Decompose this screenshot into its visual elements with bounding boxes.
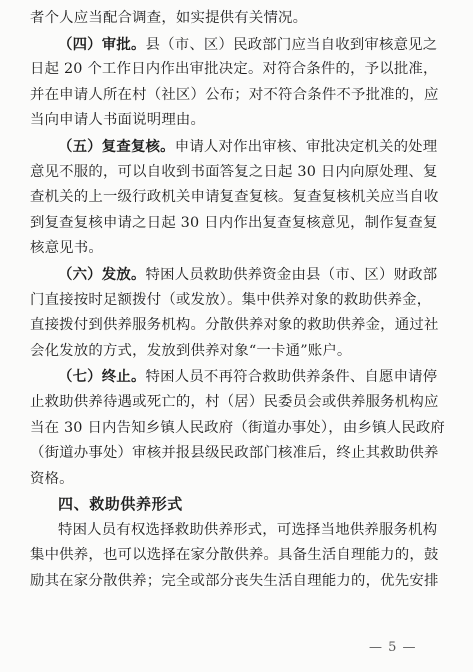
text-line: 门直接按时足额拨付（或发放）。集中供养对象的救助供养金， (30, 291, 432, 308)
text-line: 日起 20 个工作日内作出审批决定。对符合条件的，予以批准， (30, 61, 438, 78)
text-line: 查机关的上一级行政机关申请复查复核。复查复核机关应当自收 (30, 189, 439, 206)
text-line: 集中供养，也可以选择在家分散供养。具备生活自理能力的，鼓 (30, 547, 439, 564)
text-line: （街道办事处）审核并报县级民政部门核准后，终止其救助供养 (30, 445, 439, 462)
text-line: 当在 30 日内告知乡镇人民政府（街道办事处），由乡镇人民政府 (30, 419, 446, 436)
text-line: 励其在家分散供养；完全或部分丧失生活自理能力的，优先安排 (30, 573, 439, 590)
text-line: 特困人员有权选择救助供养形式，可选择当地供养服务机构 (58, 521, 438, 538)
text-line: 止救助供养待遇或死亡的，村（居）民委员会或供养服务机构应 (30, 393, 439, 410)
text-run: 特困人员不再符合救助供养条件、自愿申请停 (145, 369, 438, 386)
text-run: 特困人员救助供养资金由县（市、区）财政部 (145, 266, 438, 283)
paragraph-label: （四）审批。 (58, 35, 146, 53)
document-body (30, 6, 450, 595)
text-line: 会化发放的方式，发放到供养对象“一卡通”账户。 (30, 342, 352, 359)
paragraph-label: （六）发放。 (58, 265, 146, 283)
text-line: 并在申请人所在村（社区）公布；对不符合条件不予批准的，应 (30, 86, 439, 103)
section-heading: 四、救助供养形式 (58, 495, 183, 514)
paragraph-review (30, 134, 450, 160)
page-number: — 5 — (369, 640, 417, 655)
text-line: 者个人应当配合调查，如实提供有关情况。 (30, 10, 308, 26)
paragraph-label: （五）复查复核。 (58, 137, 175, 155)
text-line: 到复查复核申请之日起 30 日内作出复查复核意见，制作复查复 (30, 214, 438, 231)
text-line: 当向申请人书面说明理由。 (30, 112, 206, 129)
text-line: 核意见书。 (30, 240, 103, 257)
paragraph-label: （七）终止。 (58, 368, 146, 386)
text-line: 直接拨付到供养服务机构。分散供养对象的救助供养金，通过社 (30, 317, 439, 334)
text-line: 资格。 (30, 470, 74, 487)
text-line: 意见不服的，可以自收到书面答复之日起 30 日内向原处理、复 (30, 163, 438, 180)
text-run: 县（市、区）民政部门应当自收到审核意见之 (145, 36, 438, 53)
paragraph-termination (30, 364, 450, 390)
paragraph-approval (30, 32, 450, 58)
paragraph-disbursement (30, 262, 450, 288)
text-run: 申请人对作出审核、审批决定机关的处理 (174, 138, 438, 155)
